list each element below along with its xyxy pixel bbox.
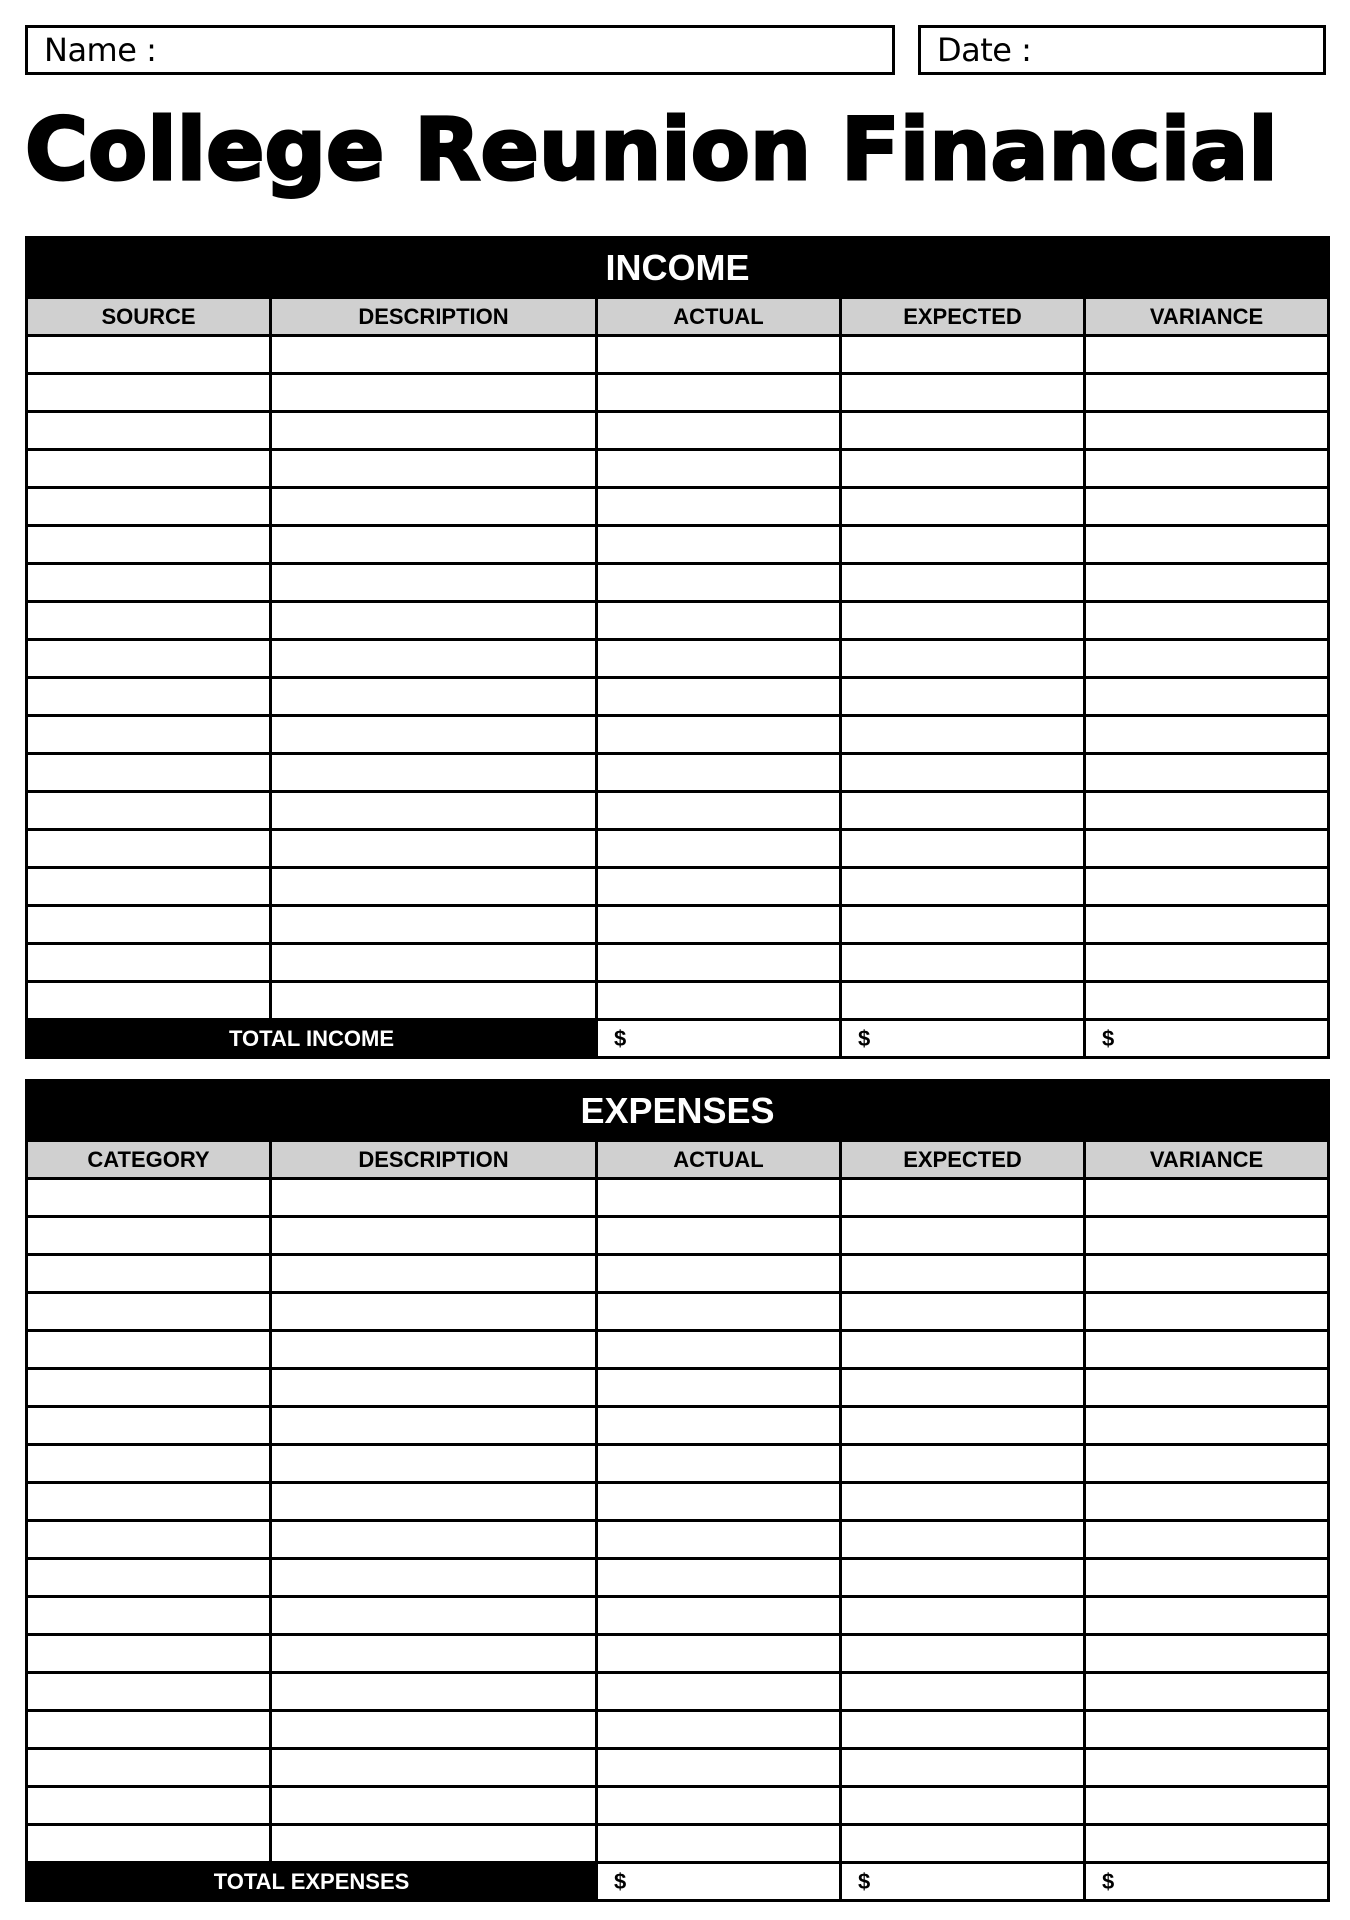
income-cell-variance[interactable] [1085, 412, 1329, 450]
column-header-expected: EXPECTED [841, 1141, 1085, 1179]
expenses-cell-category[interactable] [27, 1217, 271, 1255]
income-cell-source[interactable] [27, 678, 271, 716]
expenses-cell-description[interactable] [271, 1635, 597, 1673]
expenses-cell-variance[interactable] [1085, 1673, 1329, 1711]
expenses-row [27, 1673, 1329, 1711]
income-cell-description[interactable] [271, 412, 597, 450]
column-header-variance: VARIANCE [1085, 298, 1329, 336]
expenses-cell-expected[interactable] [841, 1559, 1085, 1597]
expenses-cell-expected[interactable] [841, 1445, 1085, 1483]
income-cell-variance[interactable] [1085, 526, 1329, 564]
income-cell-expected[interactable] [841, 526, 1085, 564]
income-cell-actual[interactable] [597, 488, 841, 526]
income-cell-actual[interactable] [597, 450, 841, 488]
income-cell-description[interactable] [271, 526, 597, 564]
expenses-cell-actual[interactable] [597, 1749, 841, 1787]
expenses-cell-variance[interactable] [1085, 1369, 1329, 1407]
expenses-cell-description[interactable] [271, 1559, 597, 1597]
income-cell-description[interactable] [271, 830, 597, 868]
expenses-cell-category[interactable] [27, 1673, 271, 1711]
expenses-cell-actual[interactable] [597, 1521, 841, 1559]
expenses-cell-actual[interactable] [597, 1597, 841, 1635]
income-cell-variance[interactable] [1085, 450, 1329, 488]
column-header-category: CATEGORY [27, 1141, 271, 1179]
income-cell-description[interactable] [271, 754, 597, 792]
name-field[interactable] [25, 25, 895, 75]
expenses-row [27, 1293, 1329, 1331]
expenses-cell-description[interactable] [271, 1521, 597, 1559]
expenses-cell-category[interactable] [27, 1711, 271, 1749]
expenses-cell-expected[interactable] [841, 1635, 1085, 1673]
income-row [27, 754, 1329, 792]
expenses-cell-expected[interactable] [841, 1825, 1085, 1863]
expenses-rows [27, 1179, 1329, 1863]
income-row [27, 526, 1329, 564]
income-row [27, 792, 1329, 830]
income-cell-actual[interactable] [597, 526, 841, 564]
expenses-cell-actual[interactable] [597, 1293, 841, 1331]
expenses-cell-expected[interactable] [841, 1749, 1085, 1787]
income-cell-source[interactable] [27, 906, 271, 944]
column-header-actual: ACTUAL [597, 298, 841, 336]
expenses-cell-variance[interactable] [1085, 1787, 1329, 1825]
expenses-cell-variance[interactable] [1085, 1711, 1329, 1749]
total-expenses-label: TOTAL EXPENSES [27, 1863, 597, 1901]
expenses-cell-description[interactable] [271, 1445, 597, 1483]
expenses-row [27, 1331, 1329, 1369]
expenses-cell-category[interactable] [27, 1369, 271, 1407]
income-cell-source[interactable] [27, 374, 271, 412]
expenses-cell-category[interactable] [27, 1255, 271, 1293]
income-row [27, 412, 1329, 450]
income-cell-variance[interactable] [1085, 488, 1329, 526]
expenses-row [27, 1711, 1329, 1749]
expenses-cell-variance[interactable] [1085, 1559, 1329, 1597]
income-cell-actual[interactable] [597, 830, 841, 868]
expenses-row [27, 1407, 1329, 1445]
income-cell-source[interactable] [27, 830, 271, 868]
income-cell-source[interactable] [27, 412, 271, 450]
income-cell-actual[interactable] [597, 602, 841, 640]
income-row [27, 564, 1329, 602]
income-cell-description[interactable] [271, 944, 597, 982]
total-income-expected[interactable]: $ [841, 1020, 1085, 1058]
income-cell-actual[interactable] [597, 944, 841, 982]
column-header-actual: ACTUAL [597, 1141, 841, 1179]
expenses-cell-expected[interactable] [841, 1483, 1085, 1521]
income-cell-actual[interactable] [597, 564, 841, 602]
income-cell-actual[interactable] [597, 412, 841, 450]
column-header-description: DESCRIPTION [271, 298, 597, 336]
column-header-description: DESCRIPTION [271, 1141, 597, 1179]
expenses-cell-description[interactable] [271, 1331, 597, 1369]
income-cell-variance[interactable] [1085, 602, 1329, 640]
total-expenses-expected[interactable]: $ [841, 1863, 1085, 1901]
income-cell-expected[interactable] [841, 792, 1085, 830]
total-expenses-actual[interactable]: $ [597, 1863, 841, 1901]
income-cell-source[interactable] [27, 868, 271, 906]
expenses-row [27, 1521, 1329, 1559]
expenses-cell-variance[interactable] [1085, 1825, 1329, 1863]
expenses-cell-expected[interactable] [841, 1255, 1085, 1293]
income-cell-actual[interactable] [597, 678, 841, 716]
expenses-cell-expected[interactable] [841, 1331, 1085, 1369]
expenses-cell-actual[interactable] [597, 1331, 841, 1369]
expenses-row [27, 1179, 1329, 1217]
expenses-cell-expected[interactable] [841, 1407, 1085, 1445]
income-cell-variance[interactable] [1085, 906, 1329, 944]
income-cell-description[interactable] [271, 868, 597, 906]
income-row [27, 678, 1329, 716]
income-cell-description[interactable] [271, 374, 597, 412]
expenses-cell-expected[interactable] [841, 1597, 1085, 1635]
expenses-cell-variance[interactable] [1085, 1597, 1329, 1635]
expenses-cell-category[interactable] [27, 1179, 271, 1217]
expenses-cell-actual[interactable] [597, 1787, 841, 1825]
expenses-row [27, 1787, 1329, 1825]
expenses-cell-expected[interactable] [841, 1711, 1085, 1749]
expenses-cell-actual[interactable] [597, 1711, 841, 1749]
expenses-cell-variance[interactable] [1085, 1635, 1329, 1673]
name-label: Name : [44, 31, 157, 69]
income-cell-expected[interactable] [841, 944, 1085, 982]
income-cell-actual[interactable] [597, 640, 841, 678]
income-cell-variance[interactable] [1085, 792, 1329, 830]
expenses-cell-variance[interactable] [1085, 1749, 1329, 1787]
income-cell-description[interactable] [271, 602, 597, 640]
expenses-cell-category[interactable] [27, 1787, 271, 1825]
column-header-expected: EXPECTED [841, 298, 1085, 336]
column-header-variance: VARIANCE [1085, 1141, 1329, 1179]
expenses-cell-description[interactable] [271, 1711, 597, 1749]
expenses-cell-actual[interactable] [597, 1825, 841, 1863]
expenses-cell-description[interactable] [271, 1825, 597, 1863]
expenses-row [27, 1483, 1329, 1521]
income-cell-variance[interactable] [1085, 868, 1329, 906]
expenses-row [27, 1635, 1329, 1673]
income-cell-variance[interactable] [1085, 830, 1329, 868]
income-cell-source[interactable] [27, 488, 271, 526]
expenses-cell-variance[interactable] [1085, 1293, 1329, 1331]
income-cell-description[interactable] [271, 640, 597, 678]
income-cell-source[interactable] [27, 450, 271, 488]
income-cell-variance[interactable] [1085, 336, 1329, 374]
income-cell-description[interactable] [271, 792, 597, 830]
expenses-cell-description[interactable] [271, 1217, 597, 1255]
expenses-cell-description[interactable] [271, 1787, 597, 1825]
expenses-cell-expected[interactable] [841, 1179, 1085, 1217]
expenses-cell-category[interactable] [27, 1445, 271, 1483]
total-income-label: TOTAL INCOME [27, 1020, 597, 1058]
income-cell-variance[interactable] [1085, 640, 1329, 678]
income-cell-expected[interactable] [841, 336, 1085, 374]
income-cell-expected[interactable] [841, 754, 1085, 792]
expenses-cell-category[interactable] [27, 1597, 271, 1635]
expenses-cell-variance[interactable] [1085, 1255, 1329, 1293]
expenses-row [27, 1559, 1329, 1597]
income-row [27, 906, 1329, 944]
expenses-cell-category[interactable] [27, 1521, 271, 1559]
income-cell-description[interactable] [271, 336, 597, 374]
expenses-cell-category[interactable] [27, 1559, 271, 1597]
expenses-cell-variance[interactable] [1085, 1179, 1329, 1217]
income-cell-description[interactable] [271, 716, 597, 754]
income-row [27, 982, 1329, 1020]
income-cell-source[interactable] [27, 564, 271, 602]
expenses-cell-description[interactable] [271, 1597, 597, 1635]
expenses-cell-category[interactable] [27, 1483, 271, 1521]
income-cell-actual[interactable] [597, 982, 841, 1020]
expenses-cell-description[interactable] [271, 1369, 597, 1407]
income-cell-actual[interactable] [597, 792, 841, 830]
income-cell-expected[interactable] [841, 678, 1085, 716]
income-row [27, 488, 1329, 526]
income-cell-expected[interactable] [841, 564, 1085, 602]
income-cell-actual[interactable] [597, 374, 841, 412]
expenses-cell-actual[interactable] [597, 1483, 841, 1521]
income-rows [27, 336, 1329, 1020]
income-cell-variance[interactable] [1085, 374, 1329, 412]
income-cell-expected[interactable] [841, 450, 1085, 488]
date-label: Date : [937, 31, 1032, 69]
income-cell-source[interactable] [27, 792, 271, 830]
expenses-row [27, 1369, 1329, 1407]
expenses-cell-expected[interactable] [841, 1673, 1085, 1711]
expenses-row [27, 1217, 1329, 1255]
income-cell-variance[interactable] [1085, 564, 1329, 602]
expenses-cell-expected[interactable] [841, 1521, 1085, 1559]
income-cell-source[interactable] [27, 982, 271, 1020]
income-cell-expected[interactable] [841, 982, 1085, 1020]
income-cell-expected[interactable] [841, 488, 1085, 526]
expenses-cell-expected[interactable] [841, 1217, 1085, 1255]
income-cell-source[interactable] [27, 526, 271, 564]
total-expenses-variance[interactable]: $ [1085, 1863, 1329, 1901]
income-cell-expected[interactable] [841, 716, 1085, 754]
expenses-cell-description[interactable] [271, 1255, 597, 1293]
income-cell-source[interactable] [27, 754, 271, 792]
expenses-cell-variance[interactable] [1085, 1483, 1329, 1521]
income-cell-source[interactable] [27, 336, 271, 374]
expenses-cell-category[interactable] [27, 1293, 271, 1331]
total-income-actual[interactable]: $ [597, 1020, 841, 1058]
expenses-row [27, 1445, 1329, 1483]
expenses-cell-actual[interactable] [597, 1635, 841, 1673]
expenses-cell-actual[interactable] [597, 1369, 841, 1407]
income-cell-variance[interactable] [1085, 678, 1329, 716]
income-cell-description[interactable] [271, 488, 597, 526]
income-cell-actual[interactable] [597, 868, 841, 906]
income-row [27, 374, 1329, 412]
expenses-cell-description[interactable] [271, 1179, 597, 1217]
income-row [27, 716, 1329, 754]
expenses-cell-category[interactable] [27, 1407, 271, 1445]
income-cell-description[interactable] [271, 906, 597, 944]
expenses-cell-variance[interactable] [1085, 1217, 1329, 1255]
income-table [25, 236, 1330, 1059]
expenses-cell-category[interactable] [27, 1825, 271, 1863]
income-cell-expected[interactable] [841, 906, 1085, 944]
income-row [27, 602, 1329, 640]
income-row [27, 640, 1329, 678]
expenses-cell-description[interactable] [271, 1673, 597, 1711]
income-cell-variance[interactable] [1085, 716, 1329, 754]
income-cell-expected[interactable] [841, 602, 1085, 640]
income-row [27, 450, 1329, 488]
income-cell-actual[interactable] [597, 906, 841, 944]
expenses-cell-actual[interactable] [597, 1255, 841, 1293]
column-header-source: SOURCE [27, 298, 271, 336]
income-row [27, 868, 1329, 906]
page-title: College Reunion Financial [25, 100, 1278, 200]
expenses-cell-expected[interactable] [841, 1369, 1085, 1407]
income-row [27, 336, 1329, 374]
expenses-cell-description[interactable] [271, 1407, 597, 1445]
income-cell-source[interactable] [27, 640, 271, 678]
expenses-cell-variance[interactable] [1085, 1331, 1329, 1369]
income-cell-expected[interactable] [841, 830, 1085, 868]
income-cell-description[interactable] [271, 678, 597, 716]
income-row [27, 830, 1329, 868]
expenses-cell-description[interactable] [271, 1749, 597, 1787]
expenses-row [27, 1825, 1329, 1863]
expenses-row [27, 1255, 1329, 1293]
expenses-cell-category[interactable] [27, 1635, 271, 1673]
income-cell-description[interactable] [271, 982, 597, 1020]
expenses-heading: EXPENSES [27, 1081, 1329, 1141]
income-cell-variance[interactable] [1085, 754, 1329, 792]
expenses-cell-variance[interactable] [1085, 1445, 1329, 1483]
income-cell-variance[interactable] [1085, 944, 1329, 982]
income-cell-expected[interactable] [841, 868, 1085, 906]
income-cell-variance[interactable] [1085, 982, 1329, 1020]
income-cell-actual[interactable] [597, 336, 841, 374]
expenses-table [25, 1079, 1330, 1902]
expenses-cell-actual[interactable] [597, 1445, 841, 1483]
expenses-cell-variance[interactable] [1085, 1407, 1329, 1445]
income-cell-expected[interactable] [841, 374, 1085, 412]
date-field[interactable] [918, 25, 1326, 75]
expenses-cell-actual[interactable] [597, 1217, 841, 1255]
income-cell-description[interactable] [271, 564, 597, 602]
income-cell-source[interactable] [27, 602, 271, 640]
expenses-cell-expected[interactable] [841, 1787, 1085, 1825]
income-cell-source[interactable] [27, 716, 271, 754]
expenses-cell-actual[interactable] [597, 1179, 841, 1217]
expenses-row [27, 1597, 1329, 1635]
income-cell-actual[interactable] [597, 716, 841, 754]
expenses-cell-description[interactable] [271, 1483, 597, 1521]
expenses-cell-category[interactable] [27, 1749, 271, 1787]
income-cell-expected[interactable] [841, 640, 1085, 678]
expenses-row [27, 1749, 1329, 1787]
income-cell-description[interactable] [271, 450, 597, 488]
total-income-variance[interactable]: $ [1085, 1020, 1329, 1058]
expenses-cell-actual[interactable] [597, 1407, 841, 1445]
expenses-cell-description[interactable] [271, 1293, 597, 1331]
expenses-cell-actual[interactable] [597, 1673, 841, 1711]
income-heading: INCOME [27, 238, 1329, 298]
income-row [27, 944, 1329, 982]
income-cell-expected[interactable] [841, 412, 1085, 450]
income-cell-actual[interactable] [597, 754, 841, 792]
expenses-cell-expected[interactable] [841, 1293, 1085, 1331]
income-cell-source[interactable] [27, 944, 271, 982]
expenses-cell-variance[interactable] [1085, 1521, 1329, 1559]
expenses-cell-actual[interactable] [597, 1559, 841, 1597]
expenses-cell-category[interactable] [27, 1331, 271, 1369]
